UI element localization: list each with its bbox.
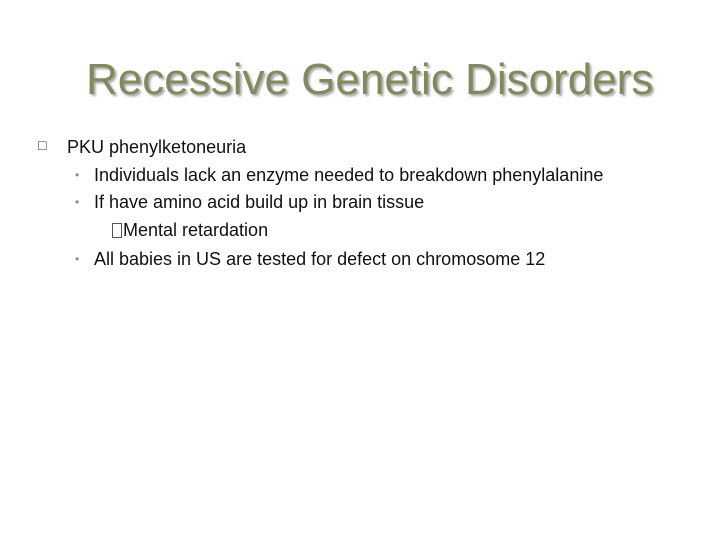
sub-item-text: Mental retardation xyxy=(123,220,269,240)
dot-bullet-icon: • xyxy=(75,168,80,182)
slide-title: Recessive Genetic Disorders xyxy=(86,55,654,104)
missing-glyph-icon xyxy=(112,223,122,238)
dot-bullet-icon: • xyxy=(75,195,80,209)
square-bullet-icon: □ xyxy=(38,137,47,153)
list-item-text: If have amino acid build up in brain tissue xyxy=(94,192,425,212)
sub-list-item xyxy=(112,219,268,241)
level1-text: PKU phenylketoneuria xyxy=(67,137,247,157)
list-item-text: Individuals lack an enzyme needed to breakdown phenylalanine xyxy=(94,165,604,185)
list-item-text: All babies in US are tested for defect on chromosome 12 xyxy=(94,249,546,269)
dot-bullet-icon: • xyxy=(75,252,80,266)
